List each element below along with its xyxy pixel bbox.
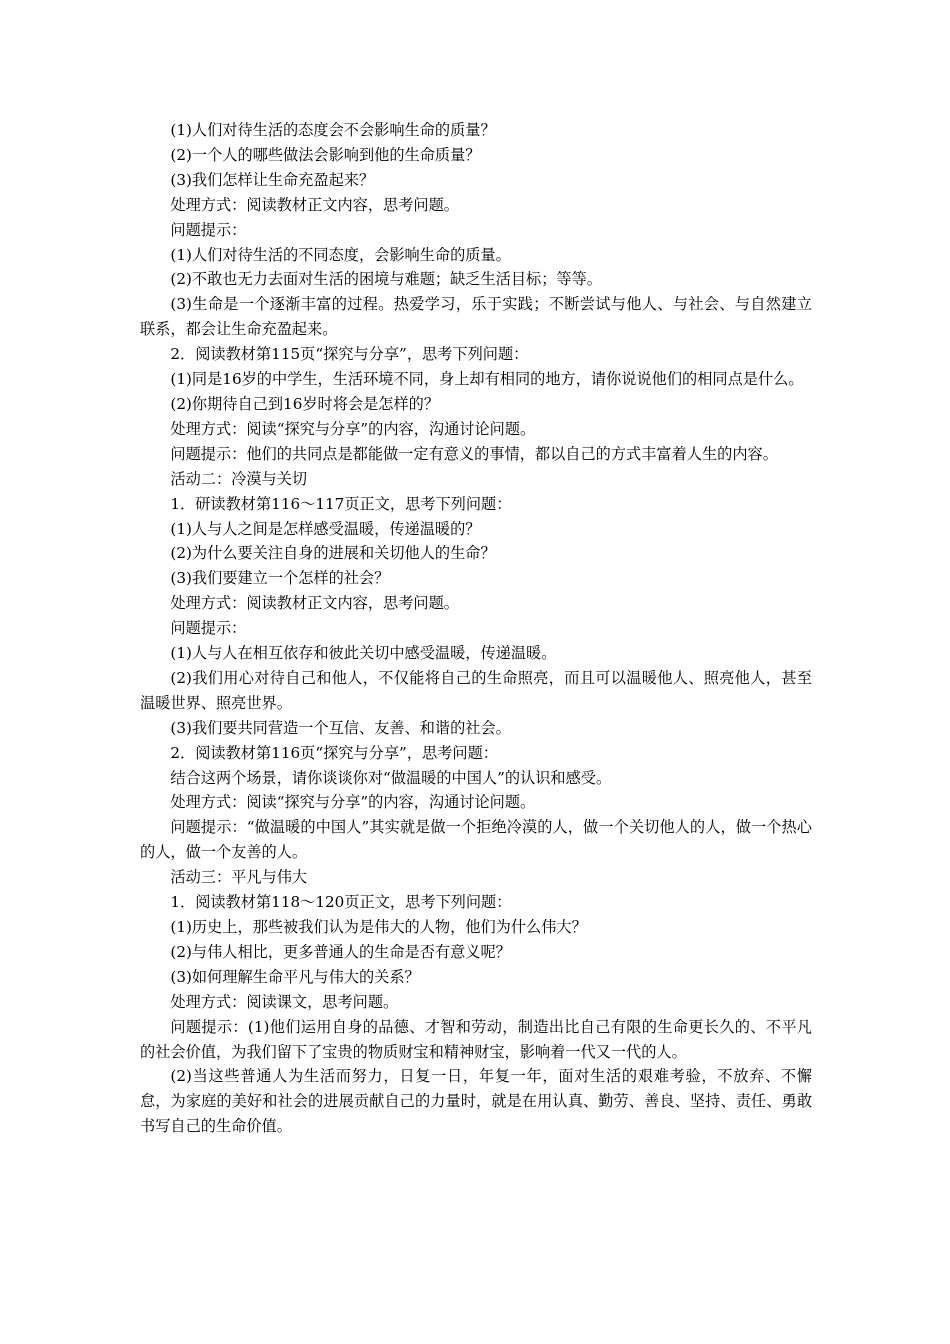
paragraph: (3)生命是一个逐渐丰富的过程。热爱学习，乐于实践；不断尝试与他人、与社会、与自然建立联系，都会让生命充盈起来。 (140, 295, 812, 339)
paragraph: (1)人们对待生活的态度会不会影响生命的质量？ (170, 121, 496, 139)
paragraph: (1)人们对待生活的不同态度，会影响生命的质量。 (170, 245, 511, 264)
paragraph: 问题提示：(1)他们运用自身的品德、才智和劳动，制造出比自己有限的生命更长久的、不平凡的社会价值，为我们留下了宝贵的物质财宝和精神财宝，影响着一代又一代的人。 (140, 1017, 812, 1061)
paragraph: 处理方式：阅读教材正文内容，思考问题。 (170, 594, 459, 613)
paragraph: (2)与伟人相比，更多普通人的生命是否有意义呢？ (170, 942, 511, 961)
paragraph: 问题提示： (170, 619, 247, 638)
paragraph: 结合这两个场景，请你谈谈你对“做温暖的中国人”的认识和感受。 (170, 768, 612, 787)
paragraph: (3)我们怎样让生命充盈起来？ (170, 170, 375, 189)
paragraph: (1)同是16岁的中学生，生活环境不同，身上却有相同的地方，请你说说他们的相同点是什么。 (170, 370, 804, 389)
paragraph: 处理方式：阅读教材正文内容，思考问题。 (170, 195, 459, 214)
paragraph: (2)为什么要关注自身的进展和关切他人的生命？ (170, 544, 496, 563)
paragraph: 1．阅读教材第118～120页正文，思考下列问题： (170, 893, 512, 912)
section-heading: 活动三：平凡与伟大 (170, 868, 308, 887)
paragraph: 处理方式：阅读“探究与分享”的内容，沟通讨论问题。 (170, 419, 536, 438)
paragraph: (3)我们要共同营造一个互信、友善、和谐的社会。 (170, 718, 511, 737)
paragraph: (1)人与人之间是怎样感受温暖，传递温暖的？ (170, 519, 481, 538)
paragraph: 问题提示： (170, 220, 247, 239)
paragraph: (3)我们要建立一个怎样的社会？ (170, 569, 390, 588)
document-page (140, 118, 812, 1139)
paragraph: (2)不敢也无力去面对生活的困境与难题；缺乏生活目标；等等。 (170, 270, 602, 289)
paragraph: 1．研读教材第116～117页正文，思考下列问题： (170, 494, 512, 513)
paragraph: (1)历史上，那些被我们认为是伟大的人物，他们为什么伟大？ (170, 918, 587, 936)
paragraph: (2)当这些普通人为生活而努力，日复一日，年复一年，面对生活的艰难考验，不放弃、不懈怠，为家庭的美好和社会的进展贡献自己的力量时，就是在用认真、勤劳、善良、坚持、责任、勇敢书写自己的生命价值。 (140, 1067, 812, 1136)
paragraph: 处理方式：阅读“探究与分享”的内容，沟通讨论问题。 (170, 793, 536, 812)
paragraph: (2)你期待自己到16岁时将会是怎样的？ (170, 394, 440, 413)
paragraph: (1)人与人在相互依存和彼此关切中感受温暖，传递温暖。 (170, 644, 557, 663)
section-heading: 活动二：冷漠与关切 (170, 469, 308, 488)
paragraph: 处理方式：阅读课文，思考问题。 (170, 992, 399, 1011)
paragraph: 问题提示：“做温暖的中国人”其实就是做一个拒绝冷漠的人，做一个关切他人的人，做一个热心的人，做一个友善的人。 (140, 818, 812, 862)
paragraph: (2)一个人的哪些做法会影响到他的生命质量？ (170, 145, 481, 164)
paragraph: 2．阅读教材第116页“探究与分享”，思考问题： (170, 743, 498, 762)
paragraph: 2．阅读教材第115页“探究与分享”，思考下列问题： (170, 345, 529, 364)
paragraph: (3)如何理解生命平凡与伟大的关系？ (170, 967, 420, 986)
paragraph: 问题提示：他们的共同点是都能做一定有意义的事情，都以自己的方式丰富着人生的内容。 (170, 444, 778, 463)
paragraph: (2)我们用心对待自己和他人，不仅能将自己的生命照亮，而且可以温暖他人、照亮他人，甚至温暖世界、照亮世界。 (140, 668, 812, 712)
